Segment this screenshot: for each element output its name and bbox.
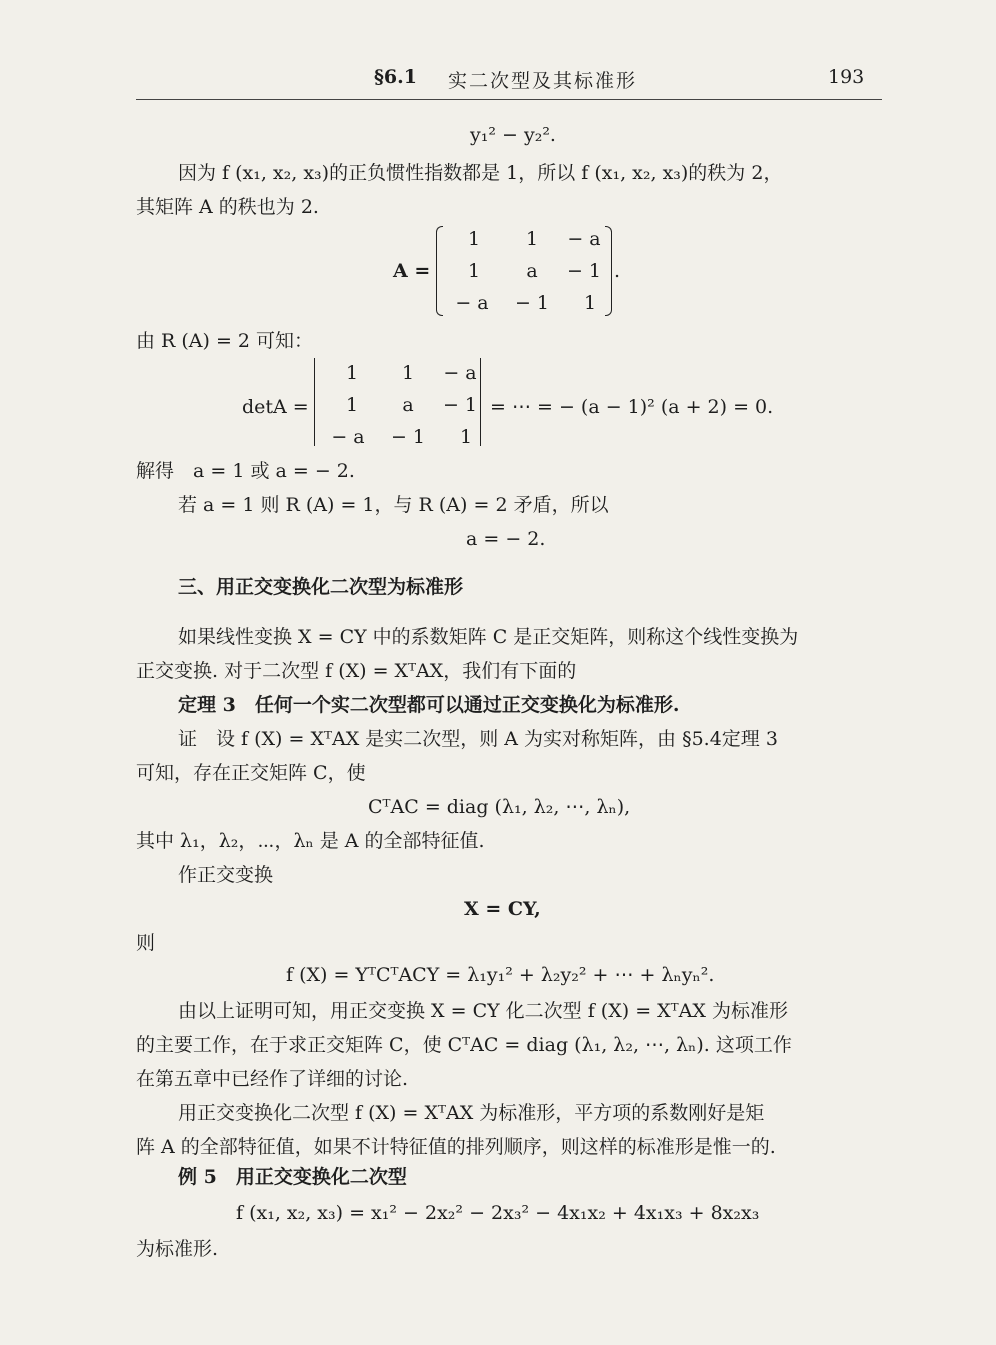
text-line: 用正交变换化二次型 f (X) = XᵀAX 为标准形，平方项的系数刚好是矩 bbox=[178, 1102, 765, 1124]
matrix-cell: 1 bbox=[525, 228, 539, 250]
matrix-cell: a bbox=[526, 260, 538, 282]
det-cell: − 1 bbox=[442, 394, 478, 416]
matrix-cell: 1 bbox=[467, 260, 481, 282]
text-line: 解得 a = 1 或 a = − 2. bbox=[136, 460, 355, 482]
text-line: 阵 A 的全部特征值，如果不计特征值的排列顺序，则这样的标准形是惟一的. bbox=[136, 1136, 776, 1158]
matrix-det bbox=[314, 358, 484, 450]
text-line: 则 bbox=[136, 932, 156, 954]
section-number: §6.1 bbox=[374, 66, 417, 88]
text-line: 如果线性变换 X = CY 中的系数矩阵 C 是正交矩阵，则称这个线性变换为 bbox=[178, 626, 799, 648]
text-line: 可知，存在正交矩阵 C，使 bbox=[136, 762, 366, 784]
equation-line: X = CY, bbox=[464, 898, 541, 920]
header-rule bbox=[136, 99, 882, 100]
text-line: 为标准形. bbox=[136, 1238, 219, 1260]
text-line: 由 R (A) = 2 可知： bbox=[136, 330, 314, 352]
det-cell: − a bbox=[443, 362, 477, 384]
matrix-cell: − 1 bbox=[566, 260, 602, 282]
text-line: 的主要工作，在于求正交矩阵 C，使 CᵀAC = diag (λ₁, λ₂, ⋯, λₙ). 这项工作 bbox=[136, 1034, 792, 1056]
page-number: 193 bbox=[828, 66, 865, 88]
section-heading: 三、用正交变换化二次型为标准形 bbox=[178, 576, 464, 598]
text-line: 由以上证明可知，用正交变换 X = CY 化二次型 f (X) = XᵀAX 为标准形 bbox=[178, 1000, 788, 1022]
matrix-cell: 1 bbox=[467, 228, 481, 250]
text-line: 因为 f (x₁, x₂, x₃)的正负惯性指数都是 1，所以 f (x₁, x₂, x₃)的秩为 2， bbox=[178, 162, 783, 184]
matrix-cell: − a bbox=[455, 292, 489, 314]
example-heading: 例 5 用正交变换化二次型 bbox=[178, 1166, 407, 1188]
matrix-period: . bbox=[614, 260, 621, 282]
det-cell: − 1 bbox=[390, 426, 426, 448]
text-line: 作正交变换 bbox=[178, 864, 274, 886]
det-label: detA = bbox=[242, 396, 309, 418]
text-line: 若 a = 1 则 R (A) = 1，与 R (A) = 2 矛盾，所以 bbox=[178, 494, 609, 516]
equation-line: CᵀAC = diag (λ₁, λ₂, ⋯, λₙ), bbox=[368, 796, 631, 818]
matrix-label: A = bbox=[393, 260, 431, 282]
text-line: 其中 λ₁，λ₂，⋯，λₙ 是 A 的全部特征值. bbox=[136, 830, 485, 852]
det-cell: 1 bbox=[345, 362, 359, 384]
det-result: = ⋯ = − (a − 1)² (a + 2) = 0. bbox=[490, 396, 774, 418]
equation-line: a = − 2. bbox=[466, 528, 546, 550]
theorem: 定理 3 任何一个实二次型都可以通过正交变换化为标准形. bbox=[178, 694, 680, 716]
matrix-A bbox=[436, 226, 612, 318]
text-line: 其矩阵 A 的秩也为 2. bbox=[136, 196, 319, 218]
det-cell: 1 bbox=[345, 394, 359, 416]
det-cell: − a bbox=[331, 426, 365, 448]
running-title: 实二次型及其标准形 bbox=[448, 70, 638, 92]
det-cell: a bbox=[402, 394, 414, 416]
det-bar-left bbox=[314, 358, 315, 446]
equation-line: f (X) = YᵀCᵀACY = λ₁y₁² + λ₂y₂² + ⋯ + λₙyₙ². bbox=[286, 964, 715, 986]
text-line: 正交变换. 对于二次型 f (X) = XᵀAX，我们有下面的 bbox=[136, 660, 577, 682]
text-line: 在第五章中已经作了详细的讨论. bbox=[136, 1068, 409, 1090]
matrix-cell: 1 bbox=[583, 292, 597, 314]
equation-line: y₁² − y₂². bbox=[470, 124, 556, 146]
text-line: 证 设 f (X) = XᵀAX 是实二次型，则 A 为实对称矩阵，由 §5.4定理 3 bbox=[178, 728, 778, 750]
equation-line: f (x₁, x₂, x₃) = x₁² − 2x₂² − 2x₃² − 4x₁x₂ + 4x₁x₃ + 8x₂x₃ bbox=[236, 1202, 760, 1224]
matrix-cell: − a bbox=[567, 228, 601, 250]
det-cell: 1 bbox=[459, 426, 473, 448]
matrix-cell: − 1 bbox=[514, 292, 550, 314]
det-cell: 1 bbox=[401, 362, 415, 384]
